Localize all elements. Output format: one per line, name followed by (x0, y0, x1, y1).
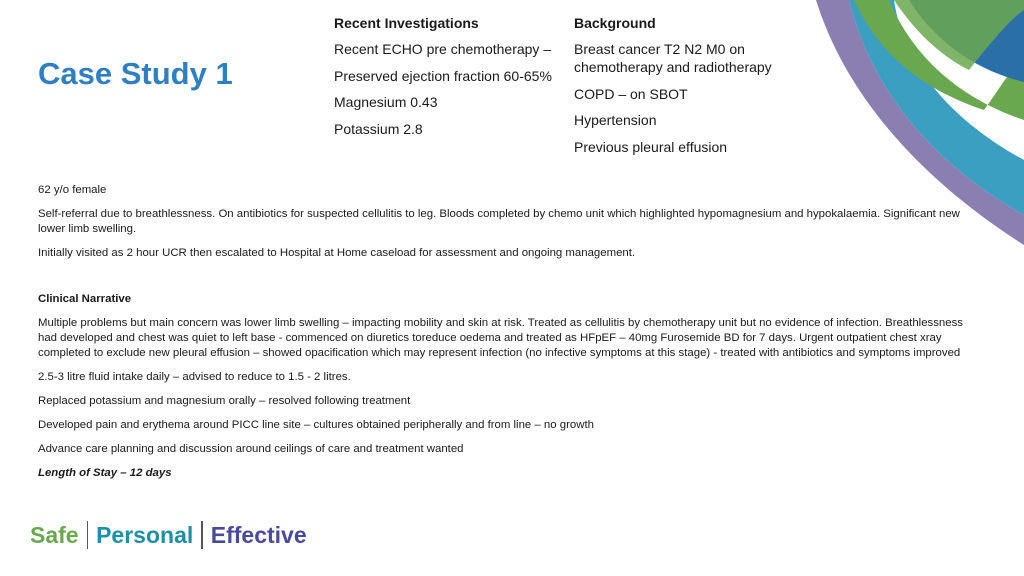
referral-text: Self-referral due to breathlessness. On antibiotics for suspected cellulitis to leg. Bloods completed by chemo unit which highlighted hypomagnesium and hypokalaemia. Significant new lower limb swelling. (38, 208, 960, 235)
patient-age-sex: 62 y/o female (38, 184, 107, 196)
narrative-paragraph: Developed pain and erythema around PICC line site – cultures obtained peripherally and from line – no growth (38, 419, 594, 431)
footer-word-effective: Effective (210, 521, 307, 548)
footer-divider (201, 521, 203, 549)
background-item: Previous pleural effusion (574, 138, 728, 155)
investigation-item: Magnesium 0.43 (334, 94, 438, 110)
investigation-item: Preserved ejection fraction 60-65% (334, 67, 552, 84)
case-body (38, 183, 978, 490)
investigations-heading: Recent Investigations (334, 15, 479, 31)
visit-text: Initially visited as 2 hour UCR then escalated to Hospital at Home caseload for assessment and ongoing management. (38, 247, 636, 259)
background-item: COPD – on SBOT (574, 85, 688, 102)
investigation-item: Potassium 2.8 (334, 120, 423, 137)
footer-word-personal: Personal (96, 521, 194, 548)
background-section (574, 14, 794, 164)
spacer (38, 270, 978, 292)
background-heading: Background (574, 15, 656, 31)
footer-word-safe: Safe (30, 521, 79, 548)
footer-logo (30, 519, 307, 551)
background-item: Hypertension (574, 112, 657, 128)
footer-divider (87, 521, 89, 549)
narrative-paragraph: Replaced potassium and magnesium orally – resolved following treatment (38, 395, 411, 407)
narrative-paragraph: Multiple problems but main concern was lower limb swelling – impacting mobility and skin at risk. Treated as cellulitis by chemotherapy unit but no evidence of infection. Breathlessness had developed and chest was quiet to left base - commenced on diuretics toreduce oedema and treated as HFpEF – 40mg Furosemide BD for 7 days. Urgent outpatient chest xray completed to exclude new pleural effusion – showed opacification which may represent infection (no infective symptoms at this stage) - treated with antibiotics and symptoms improved (38, 317, 963, 359)
clinical-narrative-heading: Clinical Narrative (38, 293, 132, 305)
page-title: Case Study 1 (38, 56, 233, 91)
narrative-paragraph: 2.5-3 litre fluid intake daily – advised to reduce to 1.5 - 2 litres. (38, 371, 351, 383)
length-of-stay: Length of Stay – 12 days (38, 467, 172, 479)
background-item: Breast cancer T2 N2 M0 on chemotherapy and radiotherapy (574, 41, 772, 75)
narrative-paragraph: Advance care planning and discussion around ceilings of care and treatment wanted (38, 443, 464, 455)
recent-investigations-section (334, 14, 564, 146)
investigation-item: Recent ECHO pre chemotherapy – (334, 41, 552, 57)
